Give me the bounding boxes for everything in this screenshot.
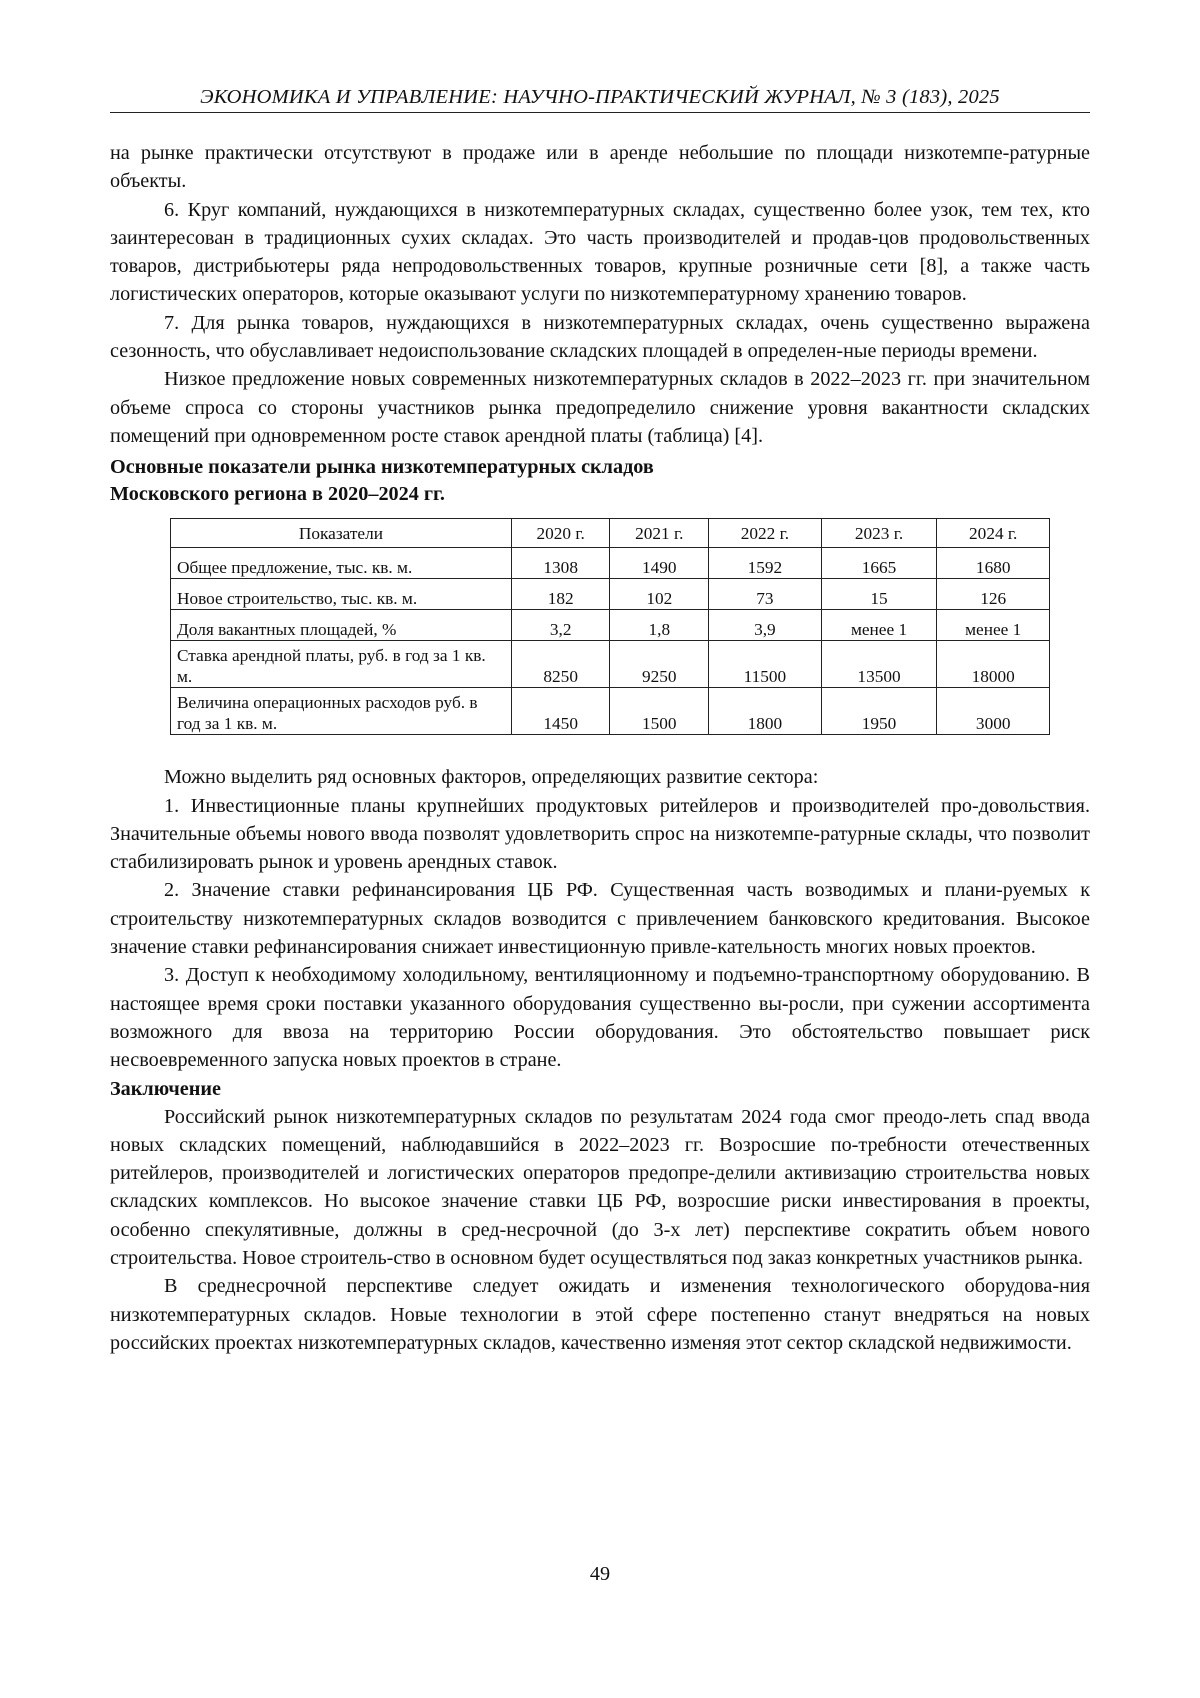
table-title-line-1: Основные показатели рынка низкотемпературных складов <box>110 456 654 479</box>
row-label: Доля вакантных площадей, % <box>171 610 512 641</box>
paragraph-low-supply: Низкое предложение новых современных низкотемпературных складов в 2022–2023 гг. при значительном объеме спроса со стороны участников рынка предопределило снижение уровня вакантности складских помещений при одновременном росте ставок арендной платы (таблица) [4]. <box>110 368 1090 447</box>
factors-intro: Можно выделить ряд основных факторов, определяющих развитие сектора: <box>164 766 819 789</box>
table-row <box>171 610 1050 641</box>
table-cell: 3,2 <box>511 610 610 641</box>
factors-section <box>110 763 1090 1074</box>
row-label: Ставка арендной платы, руб. в год за 1 кв. м. <box>171 641 512 688</box>
table-cell: 1308 <box>511 548 610 579</box>
table-cell: менее 1 <box>937 610 1050 641</box>
row-label: Новое строительство, тыс. кв. м. <box>171 579 512 610</box>
row-label: Величина операционных расходов руб. в год за 1 кв. м. <box>171 688 512 735</box>
table-cell: 15 <box>821 579 937 610</box>
table-cell: 18000 <box>937 641 1050 688</box>
column-header: 2023 г. <box>821 519 937 548</box>
table-header-row <box>171 519 1050 548</box>
column-header: 2021 г. <box>610 519 709 548</box>
table-row <box>171 688 1050 735</box>
factor-3: 3. Доступ к необходимому холодильному, вентиляционному и подъемно-транспортному оборудованию. В настоящее время сроки поставки указанного оборудования существенно вы-росли, при сужении ассортимента возможного для ввоза на территорию России оборудования. Это обстоятельство повышает риск несвоевременного запуска новых проектов в стране. <box>110 964 1090 1072</box>
table-cell: 1800 <box>709 688 822 735</box>
factor-1: 1. Инвестиционные планы крупнейших продуктовых ритейлеров и производителей про-довольствия. Значительные объемы нового ввода позволят удовлетворить спрос на низкотемпе-ратурные склады, что позволит стабилизировать рынок и уровень арендных ставок. <box>110 794 1090 874</box>
table-cell: 1592 <box>709 548 822 579</box>
table-cell: 3,9 <box>709 610 822 641</box>
table-cell: 11500 <box>709 641 822 688</box>
row-label: Общее предложение, тыс. кв. м. <box>171 548 512 579</box>
paragraph-continuation: на рынке практически отсутствуют в продаже или в аренде небольшие по площади низкотемпе-ратурные объекты. <box>110 142 1090 193</box>
table-cell: 73 <box>709 579 822 610</box>
table-cell: 1500 <box>610 688 709 735</box>
table-cell: 102 <box>610 579 709 610</box>
table-cell: менее 1 <box>821 610 937 641</box>
conclusion-heading: Заключение <box>110 1077 221 1100</box>
table-cell: 1450 <box>511 688 610 735</box>
paragraph-point-6: 6. Круг компаний, нуждающихся в низкотемпературных складах, существенно более узок, тем тех, кто заинтересован в традиционных сухих складах. Это часть производителей и продав-цов продовольственных товаров, дистрибьютеры ряда непродовольственных товаров, крупные розничные сети [8], а также часть логистических операторов, которые оказывают услуги по низкотемпературному хранению товаров. <box>110 198 1090 306</box>
table-cell: 126 <box>937 579 1050 610</box>
paragraph-point-7: 7. Для рынка товаров, нуждающихся в низкотемпературных складах, очень существенно выражена сезонность, что обуславливает недоиспользование складских площадей в определен-ные периоды времени. <box>110 311 1090 363</box>
column-header: 2020 г. <box>511 519 610 548</box>
column-header: 2024 г. <box>937 519 1050 548</box>
table-cell: 182 <box>511 579 610 610</box>
page-number: 49 <box>589 1563 611 1585</box>
table-row <box>171 641 1050 688</box>
table-cell: 1490 <box>610 548 709 579</box>
running-header: ЭКОНОМИКА И УПРАВЛЕНИЕ: НАУЧНО-ПРАКТИЧЕСКИЙ ЖУРНАЛ, № 3 (183), 2025 <box>110 86 1090 113</box>
conclusion-paragraph-1: Российский рынок низкотемпературных складов по результатам 2024 года смог преодо-леть спад ввода новых складских помещений, наблюдавшийся в 2022–2023 гг. Возросшие по-требности отечественных ритейлеров, производителей и логистических операторов предопре-делили активизацию строительства новых складских комплексов. Но высокое значение ставки ЦБ РФ, возросшие риски инвестирования в проекты, особенно спекулятивные, должны в сред-несрочной (до 3-х лет) перспективе сократить объем нового строительства. Новое строитель-ство в основном будет осуществляться под заказ конкретных участников рынка. <box>110 1105 1090 1270</box>
table-cell: 1950 <box>821 688 937 735</box>
table-cell: 1680 <box>937 548 1050 579</box>
column-header: 2022 г. <box>709 519 822 548</box>
table-title-line-2: Московского региона в 2020–2024 гг. <box>110 483 445 506</box>
table-cell: 9250 <box>610 641 709 688</box>
table-cell: 3000 <box>937 688 1050 735</box>
table-row <box>171 548 1050 579</box>
market-indicators-table <box>170 518 1050 735</box>
conclusion-paragraph-2: В среднесрочной перспективе следует ожидать и изменения технологического оборудова-ния низкотемпературных складов. Новые технологии в этой сфере постепенно станут внедряться на новых российских проектах низкотемпературных складов, качественно изменяя этот сектор складской недвижимости. <box>110 1275 1090 1354</box>
table-cell: 8250 <box>511 641 610 688</box>
table-cell: 13500 <box>821 641 937 688</box>
column-header: Показатели <box>171 519 512 548</box>
article-body <box>110 139 1090 1357</box>
table-title <box>110 454 1090 508</box>
table-cell: 1,8 <box>610 610 709 641</box>
table-row <box>171 579 1050 610</box>
factor-2: 2. Значение ставки рефинансирования ЦБ РФ. Существенная часть возводимых и плани-руемых к строительству низкотемпературных складов возводится с привлечением банковского кредитования. Высокое значение ставки рефинансирования снижает инвестиционную привле-кательность многих новых проектов. <box>110 879 1090 959</box>
table-cell: 1665 <box>821 548 937 579</box>
